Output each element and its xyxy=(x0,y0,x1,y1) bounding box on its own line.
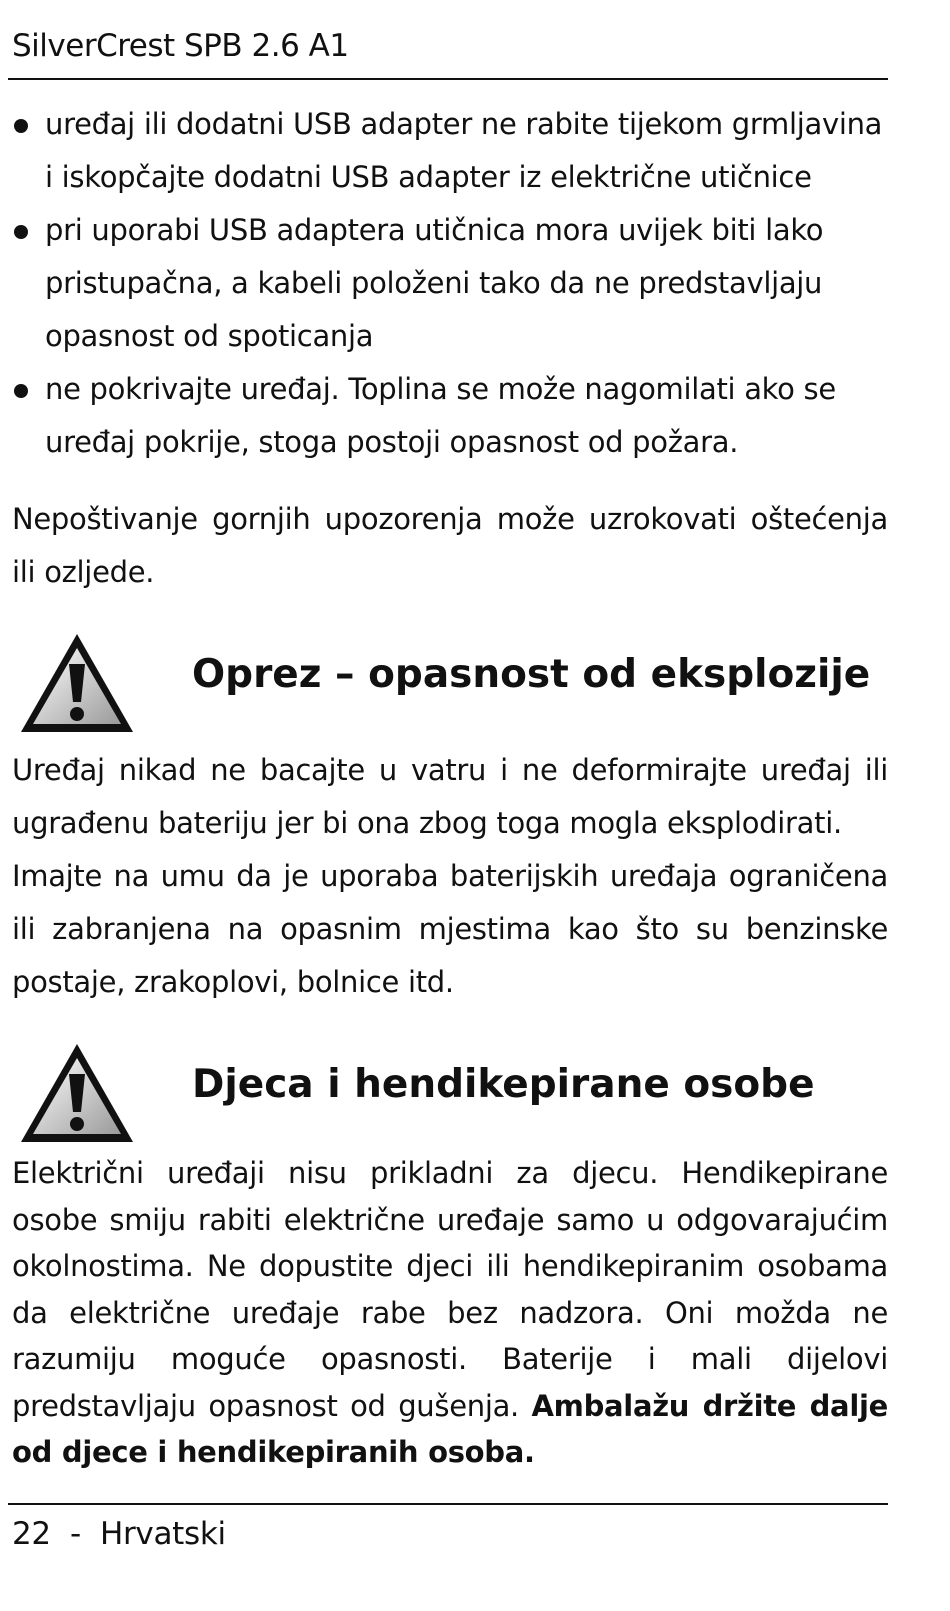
list-item xyxy=(12,98,888,204)
warning-notice: Nepoštivanje gornjih upozorenja može uzrokovati oštećenja ili ozljede. xyxy=(12,502,888,589)
header-divider xyxy=(8,78,888,80)
children-warning-heading xyxy=(12,1040,888,1150)
children-paragraph xyxy=(12,1150,888,1476)
section-title: Oprez – opasnost od eksplozije xyxy=(192,652,871,697)
list-item xyxy=(12,204,888,363)
explosion-paragraph-1: Uređaj nikad ne bacajte u vatru i ne deformirajte uređaj ili ugrađenu bateriju jer bi ona zbog toga mogla eksplodirati. xyxy=(12,753,888,840)
warning-triangle-icon xyxy=(17,630,137,736)
page-header: SilverCrest SPB 2.6 A1 xyxy=(12,28,349,64)
bullet-text: ne pokrivajte uređaj. Toplina se može nagomilati ako se uređaj pokrije, stoga postoji opasnost od požara. xyxy=(45,372,836,459)
bullet-text: pri uporabi USB adaptera utičnica mora uvijek biti lako pristupačna, a kabeli položeni tako da ne predstavljaju opasnost od spoticanja xyxy=(45,213,824,353)
safety-bullet-list xyxy=(12,98,888,469)
footer-divider xyxy=(8,1503,888,1505)
explosion-warning-heading xyxy=(12,630,888,740)
children-paragraph-text: Električni uređaji nisu prikladni za djecu. Hendikepirane osobe smiju rabiti električne uređaje samo u odgovarajućim okolnostima. Ne dopustite djeci ili hendikepiranim osobama da električne uređaje rabe bez nadzora. Oni možda ne razumiju moguće opasnosti. Baterije i mali dijelovi predstavljaju opasnost od gušenja. xyxy=(12,1156,888,1423)
section-title: Djeca i hendikepirane osobe xyxy=(192,1062,815,1107)
warning-triangle-icon xyxy=(17,1040,137,1146)
explosion-paragraph-2: Imajte na umu da je uporaba baterijskih uređaja ograničena ili zabranjena na opasnim mjestima kao što su benzinske postaje, zrakoplovi, bolnice itd. xyxy=(12,859,888,999)
bullet-dot-icon xyxy=(14,384,28,398)
page-footer: 22 - Hrvatski xyxy=(12,1516,226,1552)
children-paragraph-bold: Ambalažu držite dalje od djece i hendikepiranih osoba. xyxy=(12,1388,888,1469)
bullet-dot-icon xyxy=(14,225,28,239)
bullet-dot-icon xyxy=(14,119,28,133)
list-item xyxy=(12,363,888,469)
bullet-text: uređaj ili dodatni USB adapter ne rabite tijekom grmljavina i iskopčajte dodatni USB adapter iz električne utičnice xyxy=(45,107,883,194)
